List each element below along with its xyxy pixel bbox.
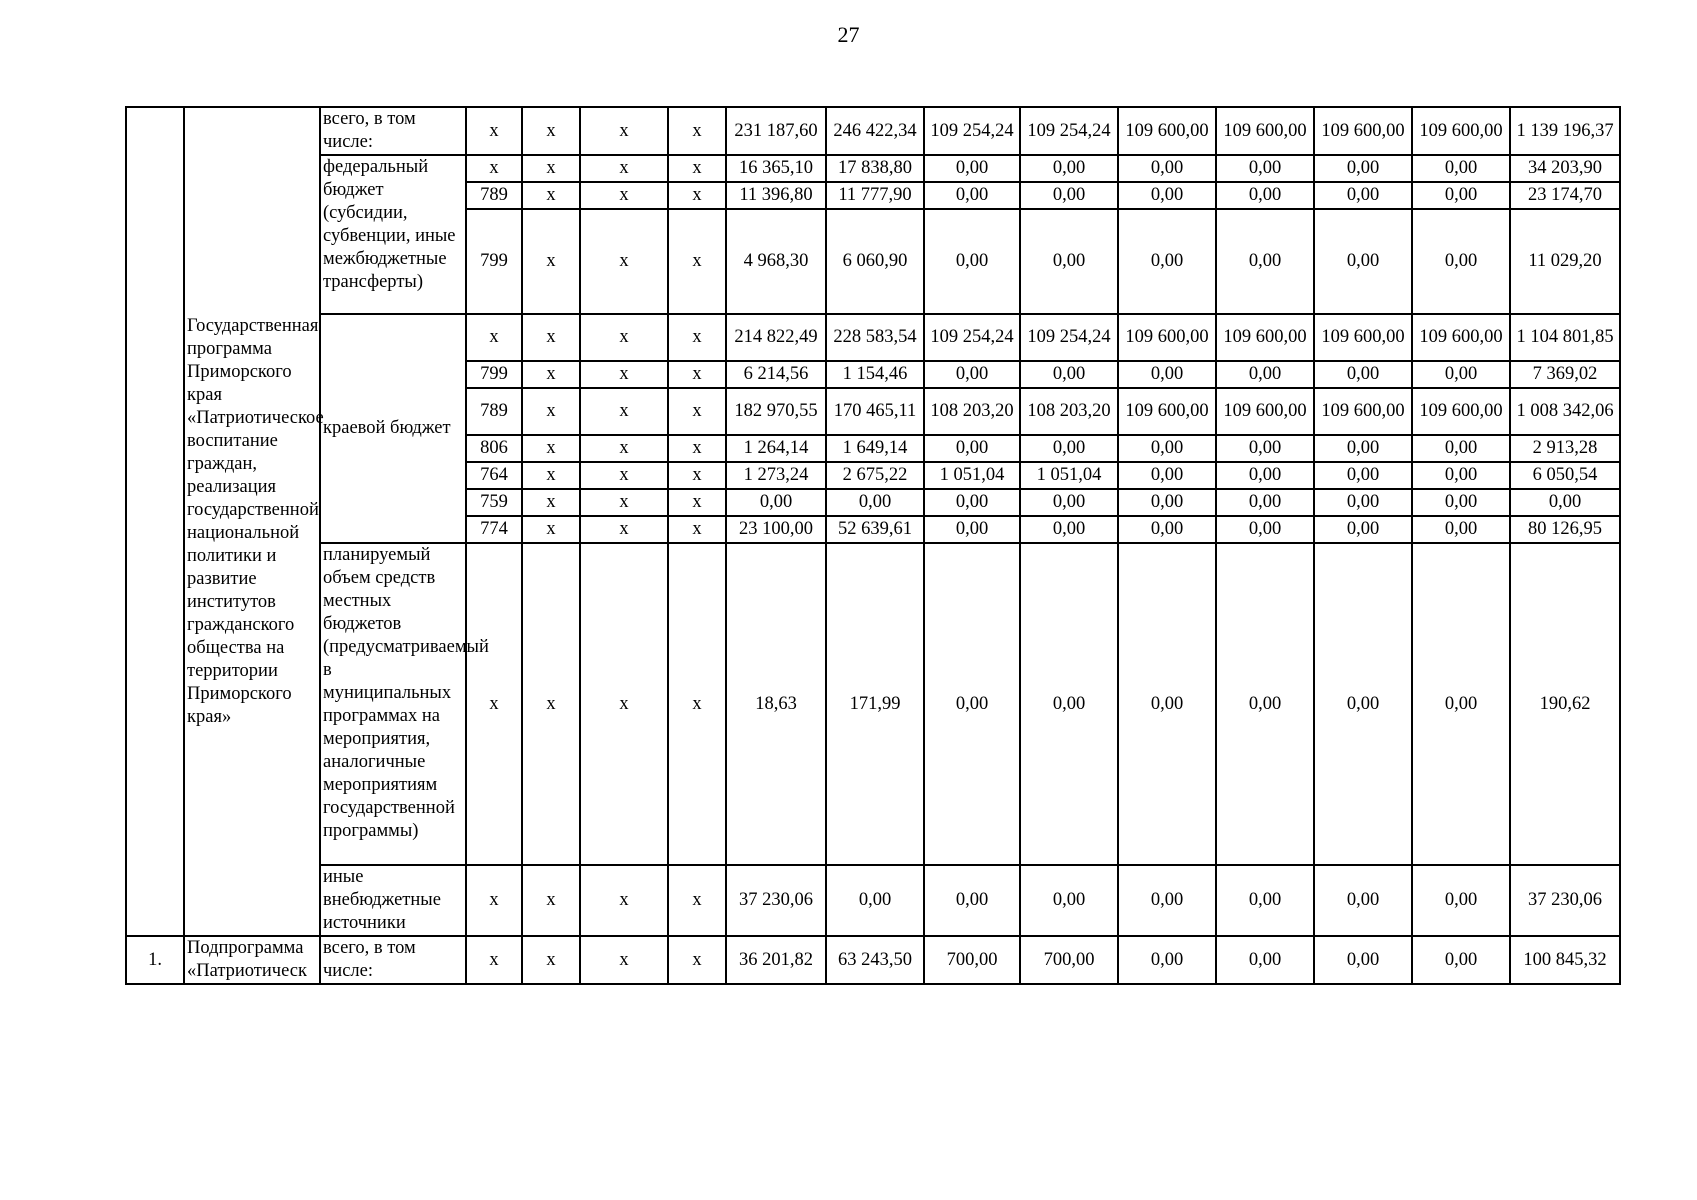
amount-cell: 6 050,54 [1510,462,1620,489]
amount-cell: 0,00 [1412,936,1510,984]
amount-cell: 0,00 [1412,182,1510,209]
amount-cell: 0,00 [1118,462,1216,489]
x-cell: x [522,462,580,489]
amount-cell: 0,00 [1412,489,1510,516]
amount-cell: 37 230,06 [1510,865,1620,936]
amount-cell: 17 838,80 [826,155,924,182]
x-cell: x [668,462,726,489]
amount-cell: 182 970,55 [726,388,826,435]
amount-cell: 100 845,32 [1510,936,1620,984]
amount-cell: 0,00 [924,435,1020,462]
amount-cell: 0,00 [1412,516,1510,543]
amount-cell: 109 254,24 [924,107,1020,155]
program-title: Государственная программа Приморского края «Патриотическое воспитание граждан, реализация государственной национальной политики и развитие институтов гражданского общества на территории Приморского края» [184,107,320,936]
amount-cell: 0,00 [1510,489,1620,516]
code-cell: 799 [466,209,522,314]
x-cell: x [580,209,668,314]
x-cell: x [580,314,668,361]
x-cell: x [580,155,668,182]
amount-cell: 0,00 [1118,155,1216,182]
code-cell: x [466,936,522,984]
amount-cell: 0,00 [924,209,1020,314]
amount-cell: 0,00 [1216,182,1314,209]
amount-cell: 0,00 [1314,489,1412,516]
amount-cell: 246 422,34 [826,107,924,155]
amount-cell: 0,00 [1412,155,1510,182]
code-cell: 799 [466,361,522,388]
x-cell: x [668,516,726,543]
amount-cell: 0,00 [1216,209,1314,314]
amount-cell: 231 187,60 [726,107,826,155]
x-cell: x [522,936,580,984]
table-row [126,936,1620,984]
amount-cell: 0,00 [1412,361,1510,388]
table-row [126,107,1620,155]
amount-cell: 1 273,24 [726,462,826,489]
amount-cell: 16 365,10 [726,155,826,182]
amount-cell: 0,00 [924,155,1020,182]
amount-cell: 0,00 [1314,209,1412,314]
amount-cell: 0,00 [1314,865,1412,936]
amount-cell: 109 600,00 [1118,107,1216,155]
amount-cell: 0,00 [1314,936,1412,984]
amount-cell: 0,00 [1118,361,1216,388]
amount-cell: 0,00 [1118,543,1216,865]
amount-cell: 0,00 [1118,182,1216,209]
budget-table [125,106,1621,985]
x-cell: x [668,435,726,462]
amount-cell: 6 060,90 [826,209,924,314]
other-label: иные внебюджетные источники [320,865,466,936]
x-cell: x [668,865,726,936]
page-number: 27 [837,22,860,47]
x-cell: x [668,543,726,865]
amount-cell: 700,00 [1020,936,1118,984]
x-cell: x [522,435,580,462]
amount-cell: 0,00 [1216,865,1314,936]
amount-cell: 0,00 [1216,361,1314,388]
amount-cell: 0,00 [1412,462,1510,489]
amount-cell: 0,00 [1216,936,1314,984]
amount-cell: 0,00 [1020,516,1118,543]
local-label: планируемый объем средств местных бюджетов (предусматриваемый в муниципальных программах на мероприятия, аналогичные мероприятиям государственной программы) [320,543,466,865]
amount-cell: 7 369,02 [1510,361,1620,388]
subprogram-total-label: всего, в том числе: [320,936,466,984]
amount-cell: 0,00 [1216,155,1314,182]
x-cell: x [580,462,668,489]
total-label: всего, в том числе: [320,107,466,155]
amount-cell: 0,00 [1020,209,1118,314]
amount-cell: 0,00 [1412,209,1510,314]
code-cell: x [466,314,522,361]
amount-cell: 1 104 801,85 [1510,314,1620,361]
amount-cell: 1 649,14 [826,435,924,462]
amount-cell: 0,00 [924,489,1020,516]
subprogram-title: Подпрограмма «Патриотическ [184,936,320,984]
amount-cell: 108 203,20 [924,388,1020,435]
amount-cell: 0,00 [924,182,1020,209]
amount-cell: 0,00 [1314,516,1412,543]
amount-cell: 190,62 [1510,543,1620,865]
x-cell: x [580,516,668,543]
amount-cell: 11 777,90 [826,182,924,209]
amount-cell: 0,00 [1314,182,1412,209]
amount-cell: 109 600,00 [1314,388,1412,435]
amount-cell: 0,00 [1412,435,1510,462]
amount-cell: 0,00 [1216,516,1314,543]
amount-cell: 0,00 [1020,435,1118,462]
amount-cell: 0,00 [1412,543,1510,865]
x-cell: x [668,209,726,314]
amount-cell: 109 600,00 [1216,107,1314,155]
code-cell: 806 [466,435,522,462]
amount-cell: 0,00 [1020,361,1118,388]
x-cell: x [522,865,580,936]
amount-cell: 109 600,00 [1216,388,1314,435]
code-cell: x [466,865,522,936]
amount-cell: 0,00 [1118,209,1216,314]
amount-cell: 171,99 [826,543,924,865]
regional-label: краевой бюджет [320,314,466,543]
amount-cell: 18,63 [726,543,826,865]
amount-cell: 109 600,00 [1118,314,1216,361]
x-cell: x [580,361,668,388]
amount-cell: 0,00 [1314,435,1412,462]
amount-cell: 0,00 [826,865,924,936]
amount-cell: 0,00 [924,361,1020,388]
x-cell: x [668,361,726,388]
x-cell: x [668,107,726,155]
subprogram-number: 1. [126,936,184,984]
x-cell: x [522,209,580,314]
amount-cell: 0,00 [1314,361,1412,388]
x-cell: x [580,388,668,435]
amount-cell: 0,00 [1216,435,1314,462]
amount-cell: 170 465,11 [826,388,924,435]
amount-cell: 2 913,28 [1510,435,1620,462]
amount-cell: 11 029,20 [1510,209,1620,314]
amount-cell: 23 174,70 [1510,182,1620,209]
x-cell: x [522,361,580,388]
code-cell: 789 [466,388,522,435]
x-cell: x [522,182,580,209]
amount-cell: 108 203,20 [1020,388,1118,435]
amount-cell: 0,00 [1216,543,1314,865]
x-cell: x [668,489,726,516]
amount-cell: 36 201,82 [726,936,826,984]
amount-cell: 0,00 [924,516,1020,543]
x-cell: x [522,314,580,361]
table-row [126,865,1620,936]
amount-cell: 34 203,90 [1510,155,1620,182]
code-cell: x [466,107,522,155]
amount-cell: 0,00 [1412,865,1510,936]
amount-cell: 23 100,00 [726,516,826,543]
code-cell: 764 [466,462,522,489]
amount-cell: 1 051,04 [1020,462,1118,489]
amount-cell: 109 600,00 [1118,388,1216,435]
code-cell: 759 [466,489,522,516]
amount-cell: 0,00 [1118,435,1216,462]
table-row [126,155,1620,182]
amount-cell: 0,00 [1118,936,1216,984]
amount-cell: 0,00 [924,865,1020,936]
amount-cell: 1 051,04 [924,462,1020,489]
amount-cell: 4 968,30 [726,209,826,314]
amount-cell: 109 254,24 [1020,314,1118,361]
code-cell: 789 [466,182,522,209]
amount-cell: 2 675,22 [826,462,924,489]
amount-cell: 0,00 [1314,155,1412,182]
x-cell: x [580,435,668,462]
x-cell: x [580,865,668,936]
amount-cell: 1 264,14 [726,435,826,462]
x-cell: x [522,543,580,865]
x-cell: x [580,936,668,984]
amount-cell: 52 639,61 [826,516,924,543]
row-number-cell [126,107,184,936]
x-cell: x [580,543,668,865]
x-cell: x [668,182,726,209]
x-cell: x [522,516,580,543]
amount-cell: 109 600,00 [1314,107,1412,155]
x-cell: x [580,489,668,516]
amount-cell: 0,00 [1020,182,1118,209]
amount-cell: 0,00 [924,543,1020,865]
amount-cell: 0,00 [1216,489,1314,516]
amount-cell: 109 600,00 [1412,314,1510,361]
x-cell: x [668,936,726,984]
x-cell: x [580,182,668,209]
amount-cell: 109 600,00 [1314,314,1412,361]
x-cell: x [522,489,580,516]
amount-cell: 109 254,24 [924,314,1020,361]
code-cell: 774 [466,516,522,543]
amount-cell: 0,00 [1314,543,1412,865]
amount-cell: 0,00 [1020,543,1118,865]
amount-cell: 109 254,24 [1020,107,1118,155]
amount-cell: 700,00 [924,936,1020,984]
amount-cell: 0,00 [1314,462,1412,489]
amount-cell: 11 396,80 [726,182,826,209]
code-cell: x [466,155,522,182]
amount-cell: 6 214,56 [726,361,826,388]
x-cell: x [522,107,580,155]
amount-cell: 214 822,49 [726,314,826,361]
x-cell: x [668,388,726,435]
amount-cell: 0,00 [1118,489,1216,516]
x-cell: x [668,314,726,361]
amount-cell: 0,00 [826,489,924,516]
amount-cell: 109 600,00 [1216,314,1314,361]
federal-label: федеральный бюджет (субсидии, субвенции, иные межбюджетные трансферты) [320,155,466,314]
x-cell: x [522,155,580,182]
x-cell: x [580,107,668,155]
amount-cell: 63 243,50 [826,936,924,984]
table-row [126,314,1620,361]
amount-cell: 228 583,54 [826,314,924,361]
amount-cell: 0,00 [1118,516,1216,543]
x-cell: x [522,388,580,435]
amount-cell: 0,00 [1216,462,1314,489]
code-cell: x [466,543,522,865]
amount-cell: 0,00 [1020,489,1118,516]
amount-cell: 1 154,46 [826,361,924,388]
amount-cell: 0,00 [726,489,826,516]
amount-cell: 1 008 342,06 [1510,388,1620,435]
x-cell: x [668,155,726,182]
amount-cell: 1 139 196,37 [1510,107,1620,155]
amount-cell: 37 230,06 [726,865,826,936]
table-row [126,543,1620,865]
amount-cell: 0,00 [1020,865,1118,936]
amount-cell: 0,00 [1020,155,1118,182]
amount-cell: 80 126,95 [1510,516,1620,543]
amount-cell: 109 600,00 [1412,388,1510,435]
amount-cell: 109 600,00 [1412,107,1510,155]
amount-cell: 0,00 [1118,865,1216,936]
